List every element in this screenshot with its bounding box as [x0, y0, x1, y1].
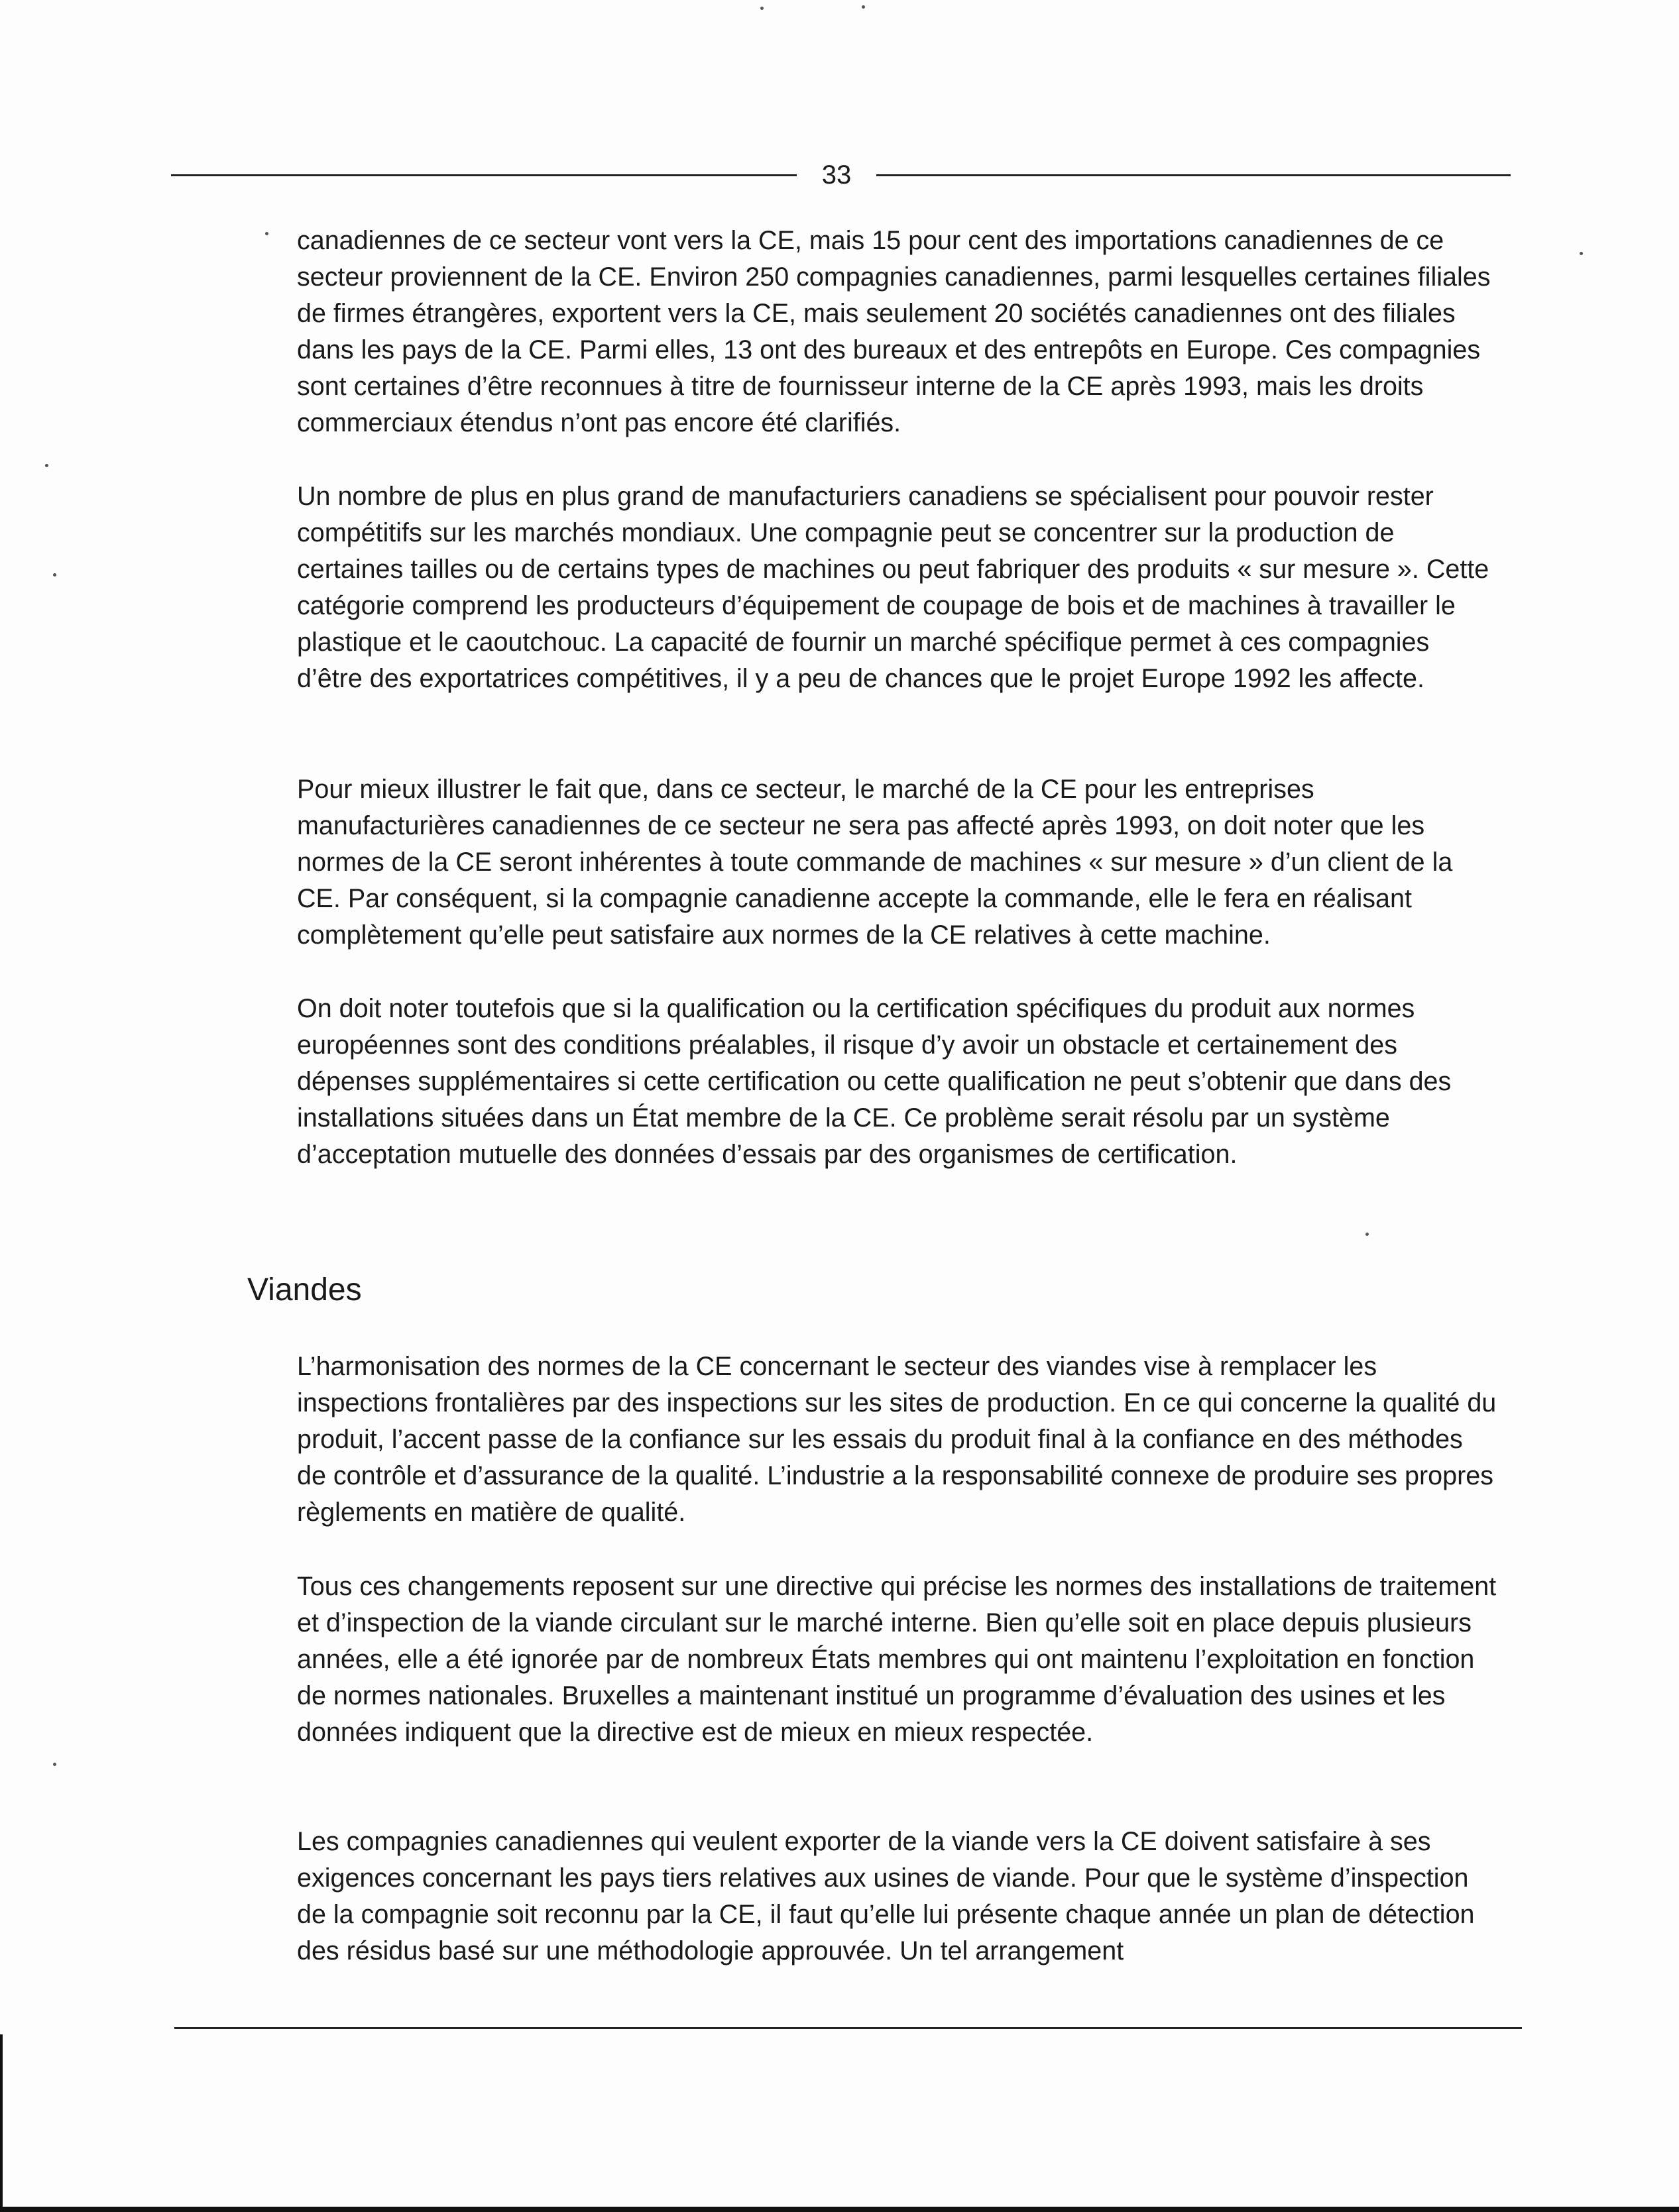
- paragraph-4: On doit noter toutefois que si la qualification ou la certification spécifiques du produit aux normes européennes sont des conditions préalables, il risque d’y avoir un obstacle et certainement des dépenses supplémentaires si cette certification ou cette qualification ne peut s’obtenir que dans des installations situées dans un État membre de la CE. Ce problème serait résolu par un système d’acceptation mutuelle des données d’essais par des organismes de certification.: [297, 994, 1452, 1169]
- section-heading: Viandes: [247, 1272, 362, 1307]
- scan-speck: [45, 464, 48, 467]
- paragraph-2: Un nombre de plus en plus grand de manufacturiers canadiens se spécialisent pour pouvoir rester compétitifs sur les marchés mondiaux. Une compagnie peut se concentrer sur la production de certaines tailles ou de certains types de machines ou peut fabriquer des produits « sur mesure ». Cette catégorie comprend les producteurs d’équipement de coupage de bois et de machines à travailler le plastique et le caoutchouc. La capacité de fournir un marché spécifique permet à ces compagnies d’être des exportatrices compétitives, il y a peu de chances que le projet Europe 1992 les affecte.: [297, 482, 1489, 693]
- scan-speck: [862, 5, 865, 9]
- header-rule-left: [171, 174, 797, 176]
- header-rule-right: [876, 174, 1511, 176]
- paragraph-7: Les compagnies canadiennes qui veulent exporter de la viande vers la CE doivent satisfaire à ses exigences concernant les pays tiers relatives aux usines de viande. Pour que le système d’inspection de la compagnie soit reconnu par la CE, il faut qu’elle lui présente chaque année un plan de détection des résidus basé sur une méthodologie approuvée. Un tel arrangement: [297, 1827, 1475, 1965]
- paragraph-6: Tous ces changements reposent sur une directive qui précise les normes des installations de traitement et d’inspection de la viande circulant sur le marché interne. Bien qu’elle soit en place depuis plusieurs années, elle a été ignorée par de nombreux États membres qui ont maintenu l’exploitation en fonction de normes nationales. Bruxelles a maintenant institué un programme d’évaluation des usines et les données indiquent que la directive est de mieux en mieux respectée.: [297, 1572, 1497, 1747]
- scan-speck: [53, 573, 56, 577]
- scan-speck: [265, 232, 268, 235]
- paragraph-3: Pour mieux illustrer le fait que, dans ce secteur, le marché de la CE pour les entreprises manufacturières canadiennes de ce secteur ne sera pas affecté après 1993, on doit noter que les normes de la CE seront inhérentes à toute commande de machines « sur mesure » d’un client de la CE. Par conséquent, si la compagnie canadienne accepte la commande, elle le fera en réalisant complètement qu’elle peut satisfaire aux normes de la CE relatives à cette machine.: [297, 775, 1453, 950]
- scan-speck: [53, 1763, 56, 1766]
- page-number: 33: [821, 160, 852, 190]
- scan-speck: [760, 7, 764, 10]
- scan-edge-bottom: [0, 2207, 1679, 2212]
- paragraph-1: canadiennes de ce secteur vont vers la CE, mais 15 pour cent des importations canadiennes de ce secteur proviennent de la CE. Environ 250 compagnies canadiennes, parmi lesquelles certaines filiales de firmes étrangères, exportent vers la CE, mais seulement 20 sociétés canadiennes ont des filiales dans les pays de la CE. Parmi elles, 13 ont des bureaux et des entrepôts en Europe. Ces compagnies sont certaines d’être reconnues à titre de fournisseur interne de la CE après 1993, mais les droits commerciaux étendus n’ont pas encore été clarifiés.: [297, 226, 1491, 437]
- footer-rule: [174, 2027, 1522, 2029]
- scan-speck: [1580, 252, 1583, 255]
- paragraph-5: L’harmonisation des normes de la CE concernant le secteur des viandes vise à remplacer les inspections frontalières par des inspections sur les sites de production. En ce qui concerne la qualité du produit, l’accent passe de la confiance sur les essais du produit final à la confiance en des méthodes de contrôle et d’assurance de la qualité. L’industrie a la responsabilité connexe de produire ses propres règlements en matière de qualité.: [297, 1352, 1497, 1527]
- scan-edge-left: [0, 2034, 3, 2212]
- scan-speck: [1365, 1233, 1369, 1236]
